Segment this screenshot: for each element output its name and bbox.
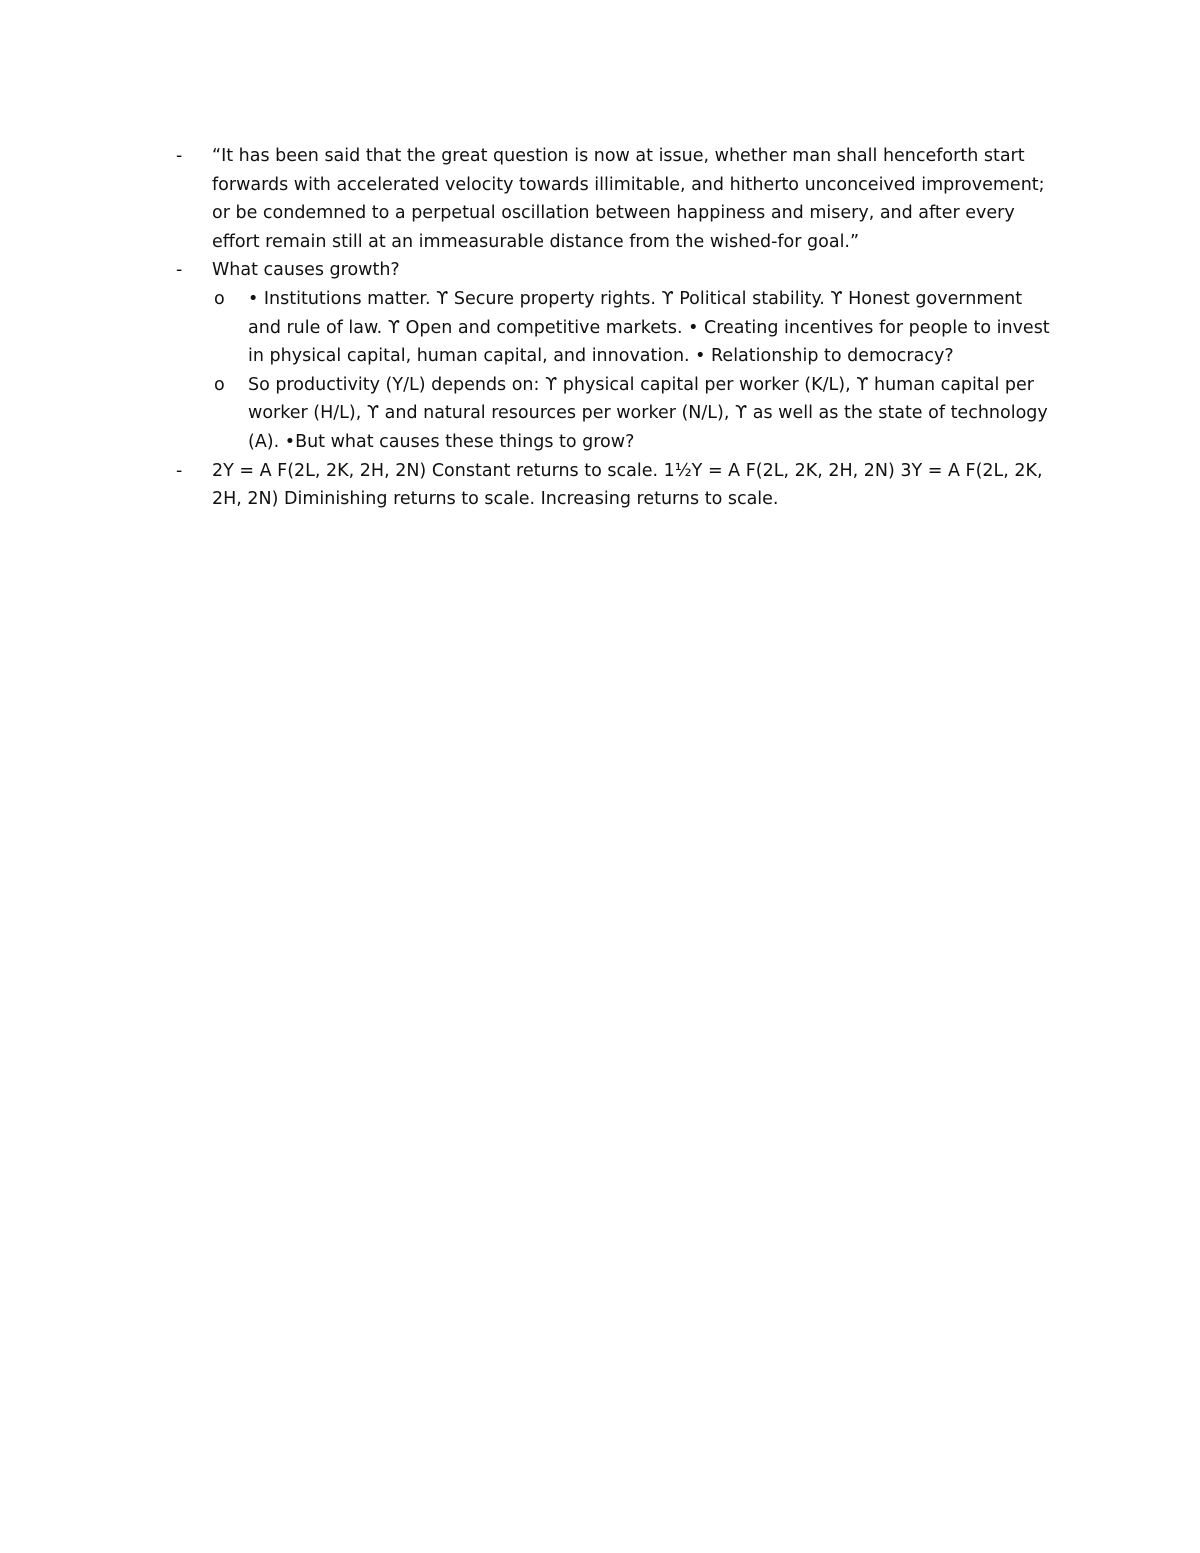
dash-marker: - xyxy=(176,146,183,166)
productivity-text: So productivity (Y/L) depends on: ϒ physical capital per worker (K/L), ϒ human capital per worker (H/L), ϒ and natural resources per worker (N/L), ϒ as well as the state of technology (A). •But what causes these things to grow? xyxy=(248,374,1048,452)
bullet-list-continued xyxy=(176,457,1056,514)
circle-marker: o xyxy=(214,288,225,309)
list-item-growth xyxy=(176,256,1056,285)
growth-question: What causes growth? xyxy=(212,260,400,281)
dash-marker: - xyxy=(176,260,183,281)
sub-list-item-productivity xyxy=(176,371,1056,457)
quote-text: “It has been said that the great question is now at issue, whether man shall henceforth start forwards with accelerated velocity towards illimitable, and hitherto unconceived improvement; or be condemned to a perpetual oscillation between happiness and misery, and after every effort remain still at an immeasurable distance from the wished-for goal.” xyxy=(212,146,1045,252)
sub-bullet-list xyxy=(176,285,1056,457)
returns-to-scale-text: 2Y = A F(2L, 2K, 2H, 2N) Constant returns to scale. 1½Y = A F(2L, 2K, 2H, 2N) 3Y = A F(2L, 2K, 2H, 2N) Diminishing returns to scale. Increasing returns to scale. xyxy=(212,460,1043,510)
dash-marker: - xyxy=(176,460,183,481)
list-item-returns-to-scale xyxy=(176,457,1056,514)
bullet-list xyxy=(176,142,1056,285)
document-body xyxy=(176,142,1056,514)
circle-marker: o xyxy=(214,374,225,395)
sub-list-item-institutions xyxy=(176,285,1056,371)
institutions-text: • Institutions matter. ϒ Secure property rights. ϒ Political stability. ϒ Honest government and rule of law. ϒ Open and competitive markets. • Creating incentives for people to invest in physical capital, human capital, and innovation. • Relationship to democracy? xyxy=(248,288,1050,367)
list-item-quote xyxy=(176,142,1056,256)
